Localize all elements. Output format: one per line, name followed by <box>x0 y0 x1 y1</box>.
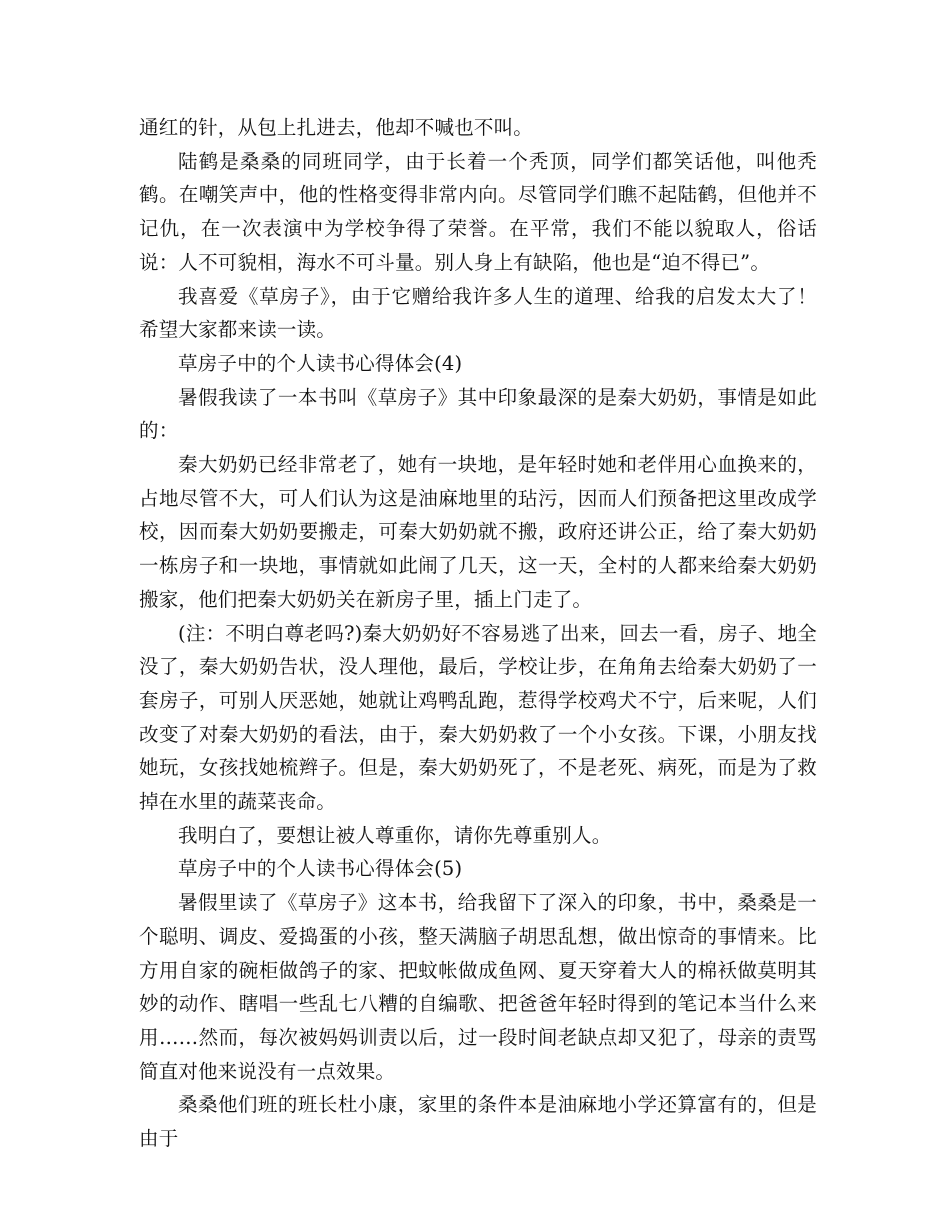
section-heading-4: 草房子中的个人读书心得体会(4) <box>178 351 463 375</box>
paragraph-continuation: 通红的针，从包上扎进去，他却不喊也不叫。 <box>139 116 534 139</box>
paragraph-du-xiaokang: 桑桑他们班的班长杜小康，家里的条件本是油麻地小学还算富有的，但是由于 <box>139 1093 817 1151</box>
paragraph-lu-he: 陆鹤是桑桑的同班同学，由于长着一个秃顶，同学们都笑话他，叫他秃鹤。在嘲笑声中，他的性格变得非常内向。尽管同学们瞧不起陆鹤，但他并不记仇，在一次表演中为学校争得了荣誉。在平常，我们不能以貌取人，俗话说：人不可貌相，海水不可斗量。别人身上有缺陷，他也是“迫不得已”。 <box>139 149 817 274</box>
section-heading-5: 草房子中的个人读书心得体会(5) <box>178 857 463 881</box>
paragraph-qin-grandma: 秦大奶奶已经非常老了，她有一块地，是年轻时她和老伴用心血换来的，占地尽管不大，可人们认为这是油麻地里的玷污，因而人们预备把这里改成学校，因而秦大奶奶要搬走，可秦大奶奶就不搬，政府还讲公正，给了秦大奶奶一栋房子和一块地，事情就如此闹了几天，这一天，全村的人都来给秦大奶奶搬家，他们把秦大奶奶关在新房子里，插上门走了。 <box>139 453 817 611</box>
document-body <box>139 111 817 1156</box>
paragraph-summer-reading: 暑假我读了一本书叫《草房子》其中印象最深的是秦大奶奶，事情是如此的： <box>139 385 817 443</box>
paragraph-recommendation: 我喜爱《草房子》，由于它赠给我许多人生的道理、给我的启发太大了！希望大家都来读一读。 <box>139 284 817 342</box>
paragraph-sangsang: 暑假里读了《草房子》这本书，给我留下了深入的印象，书中，桑桑是一个聪明、调皮、爱捣蛋的小孩，整天满脑子胡思乱想，做出惊奇的事情来。比方用自家的碗柜做鸽子的家、把蚊帐做成鱼网、夏天穿着大人的棉袄做莫明其妙的动作、瞎唱一些乱七八糟的自编歌、把爸爸年轻时得到的笔记本当什么来用……然而，每次被妈妈训责以后，过一段时间老缺点却又犯了，母亲的责骂简直对他来说没有一点效果。 <box>139 891 817 1083</box>
paragraph-qin-grandma-escape: (注：不明白尊老吗?)秦大奶奶好不容易逃了出来，回去一看，房子、地全没了，秦大奶奶告状，没人理他，最后，学校让步，在角角去给秦大奶奶了一套房子，可别人厌恶她，她就让鸡鸭乱跑，惹得学校鸡犬不宁，后来呢，人们改变了对秦大奶奶的看法，由于，秦大奶奶救了一个小女孩。下课，小朋友找她玩，女孩找她梳辫子。但是，秦大奶奶死了，不是老死、病死，而是为了救掉在水里的蔬菜丧命。 <box>139 621 817 814</box>
paragraph-respect: 我明白了，要想让被人尊重你，请你先尊重别人。 <box>178 823 612 847</box>
